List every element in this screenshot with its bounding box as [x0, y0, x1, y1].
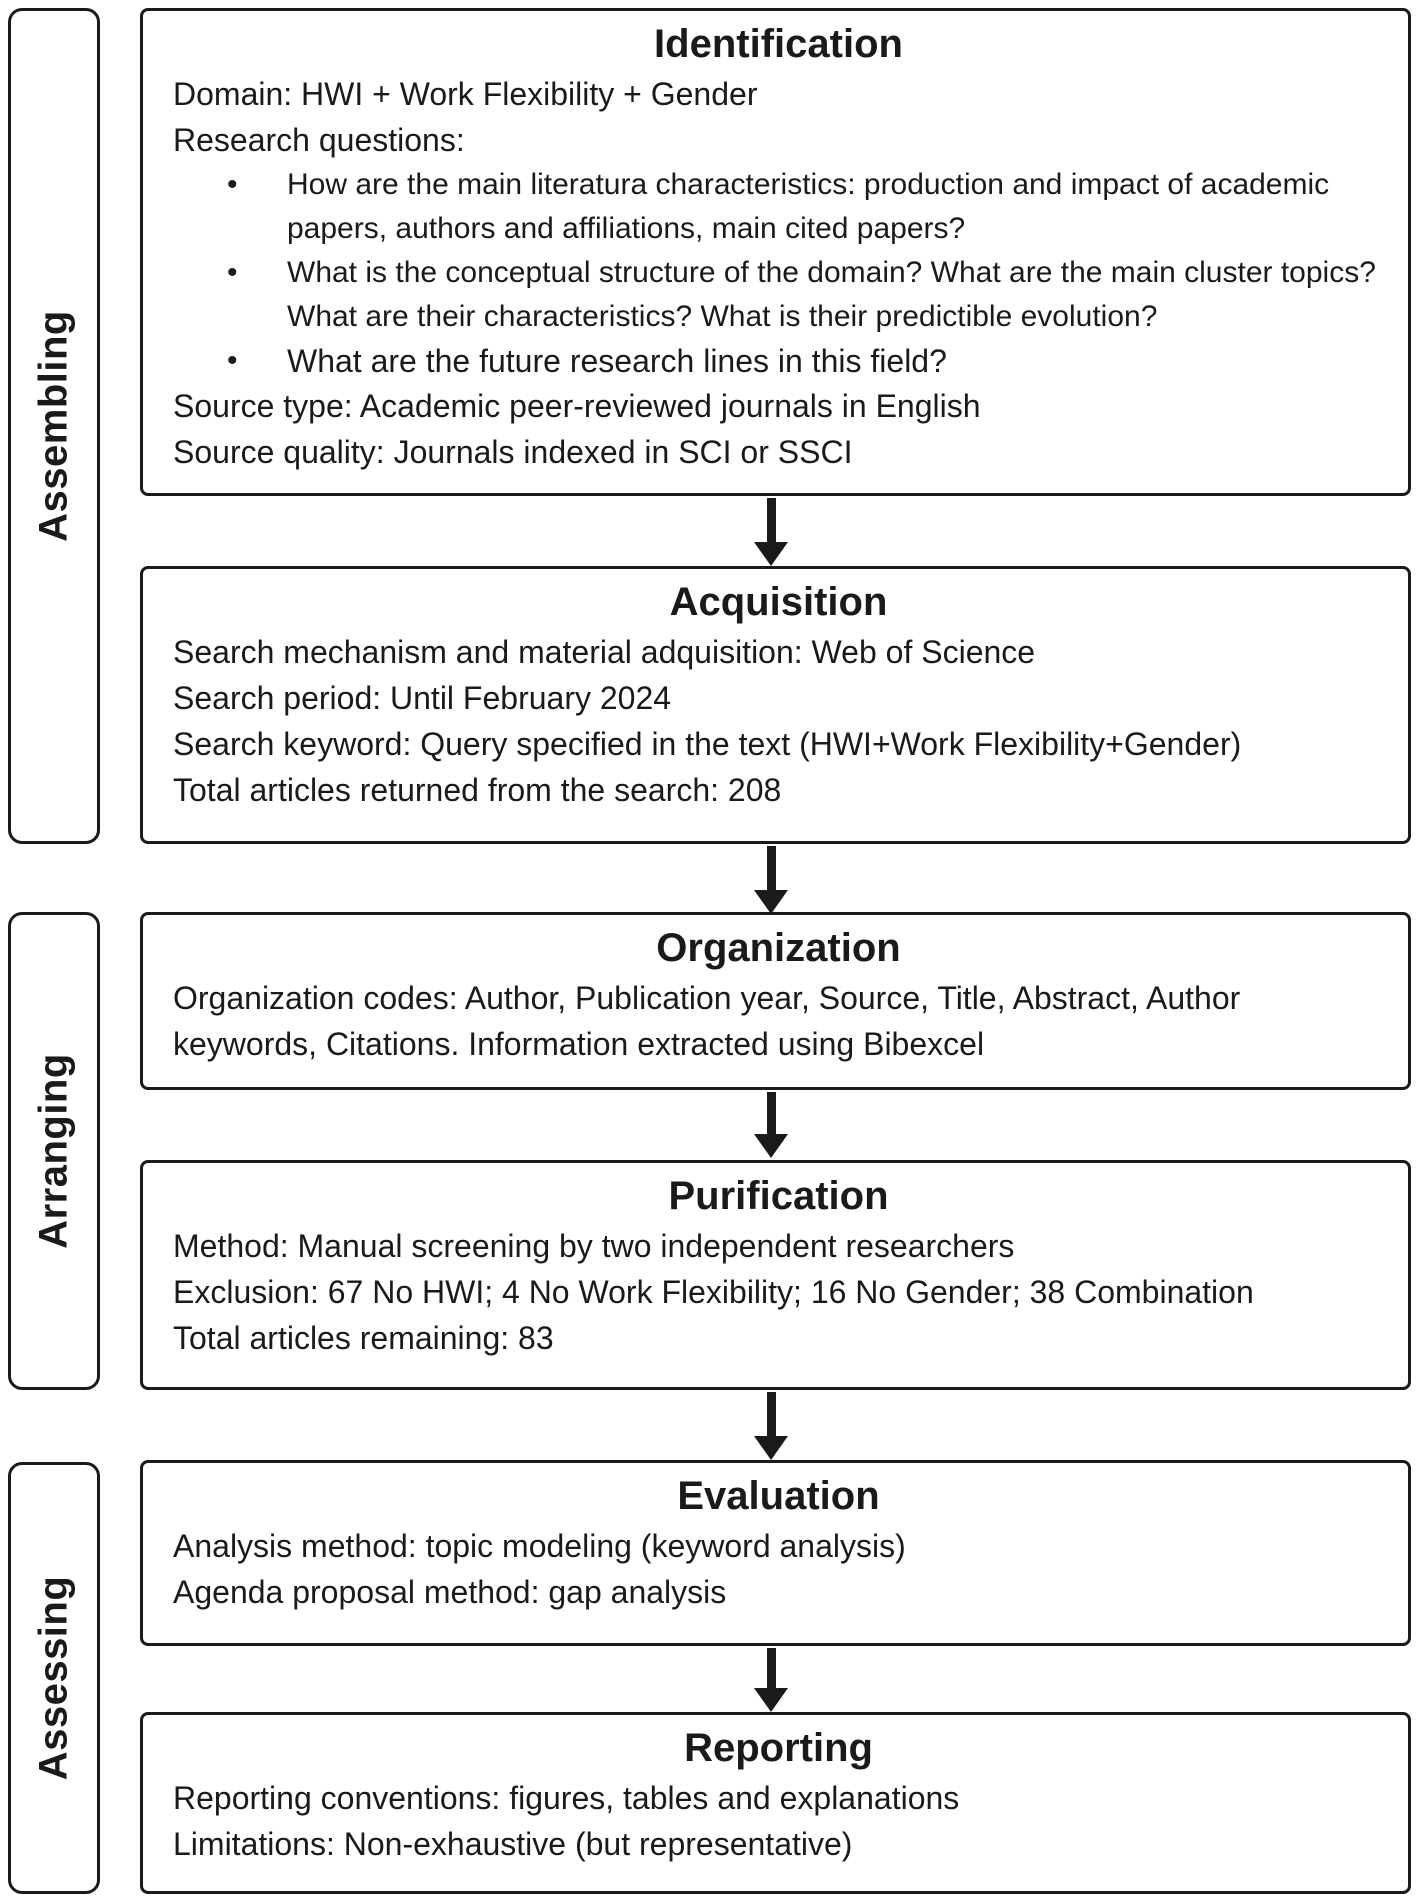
bullet-icon: •	[227, 256, 238, 289]
purification-line: Exclusion: 67 No HWI; 4 No Work Flexibility; 16 No Gender; 38 Combination	[173, 1274, 1254, 1310]
list-item: • How are the main literatura characteristics: production and impact of academic papers, authors and affiliations, main cited papers?	[213, 163, 1384, 251]
acquisition-line: Total articles returned from the search: 208	[173, 772, 782, 808]
phase-label: Arranging	[31, 1053, 76, 1249]
purification-box	[140, 1160, 1411, 1390]
bullet-icon: •	[227, 344, 238, 377]
reporting-box	[140, 1712, 1411, 1894]
arrow-down-icon	[760, 1092, 782, 1158]
organization-box	[140, 912, 1411, 1090]
arrow-down-icon	[760, 846, 782, 914]
evaluation-line: Agenda proposal method: gap analysis	[173, 1574, 727, 1610]
source-quality-line: Source quality: Journals indexed in SCI or SSCI	[173, 434, 853, 470]
list-item: • What is the conceptual structure of the domain? What are the main cluster topics? What are their characteristics? What is their predictible evolution?	[213, 251, 1384, 339]
acquisition-box	[140, 566, 1411, 844]
domain-line: Domain: HWI + Work Flexibility + Gender	[173, 76, 758, 112]
phase-assessing	[8, 1462, 100, 1894]
reporting-line: Limitations: Non-exhaustive (but representative)	[173, 1826, 853, 1862]
phase-arranging	[8, 912, 100, 1390]
box-title: Evaluation	[677, 1474, 880, 1518]
acquisition-line: Search period: Until February 2024	[173, 680, 672, 716]
phase-label: Assembling	[31, 310, 76, 542]
arrow-down-icon	[760, 1392, 782, 1460]
research-questions-list	[173, 163, 1384, 383]
purification-line: Method: Manual screening by two independent researchers	[173, 1228, 1015, 1264]
box-title: Identification	[654, 22, 903, 66]
acquisition-line: Search keyword: Query specified in the text (HWI+Work Flexibility+Gender)	[173, 726, 1242, 762]
evaluation-box	[140, 1460, 1411, 1646]
research-questions-label: Research questions:	[173, 122, 465, 158]
evaluation-line: Analysis method: topic modeling (keyword analysis)	[173, 1528, 906, 1564]
box-title: Organization	[656, 926, 901, 970]
organization-text: Organization codes: Author, Publication year, Source, Title, Abstract, Author keywords, Citations. Information extracted using Bibexcel	[173, 980, 1241, 1062]
list-item: • What are the future research lines in this field?	[213, 339, 1384, 383]
purification-line: Total articles remaining: 83	[173, 1320, 554, 1356]
arrow-down-icon	[760, 498, 782, 566]
source-type-line: Source type: Academic peer-reviewed journals in English	[173, 388, 981, 424]
reporting-line: Reporting conventions: figures, tables and explanations	[173, 1780, 960, 1816]
phase-label: Assessing	[31, 1575, 76, 1781]
phase-assembling	[8, 8, 100, 844]
arrow-down-icon	[760, 1648, 782, 1712]
box-title: Purification	[668, 1174, 889, 1218]
box-title: Reporting	[684, 1726, 873, 1770]
identification-box	[140, 8, 1411, 496]
bullet-icon: •	[227, 168, 238, 201]
box-title: Acquisition	[669, 580, 888, 624]
acquisition-line: Search mechanism and material adquisition: Web of Science	[173, 634, 1036, 670]
